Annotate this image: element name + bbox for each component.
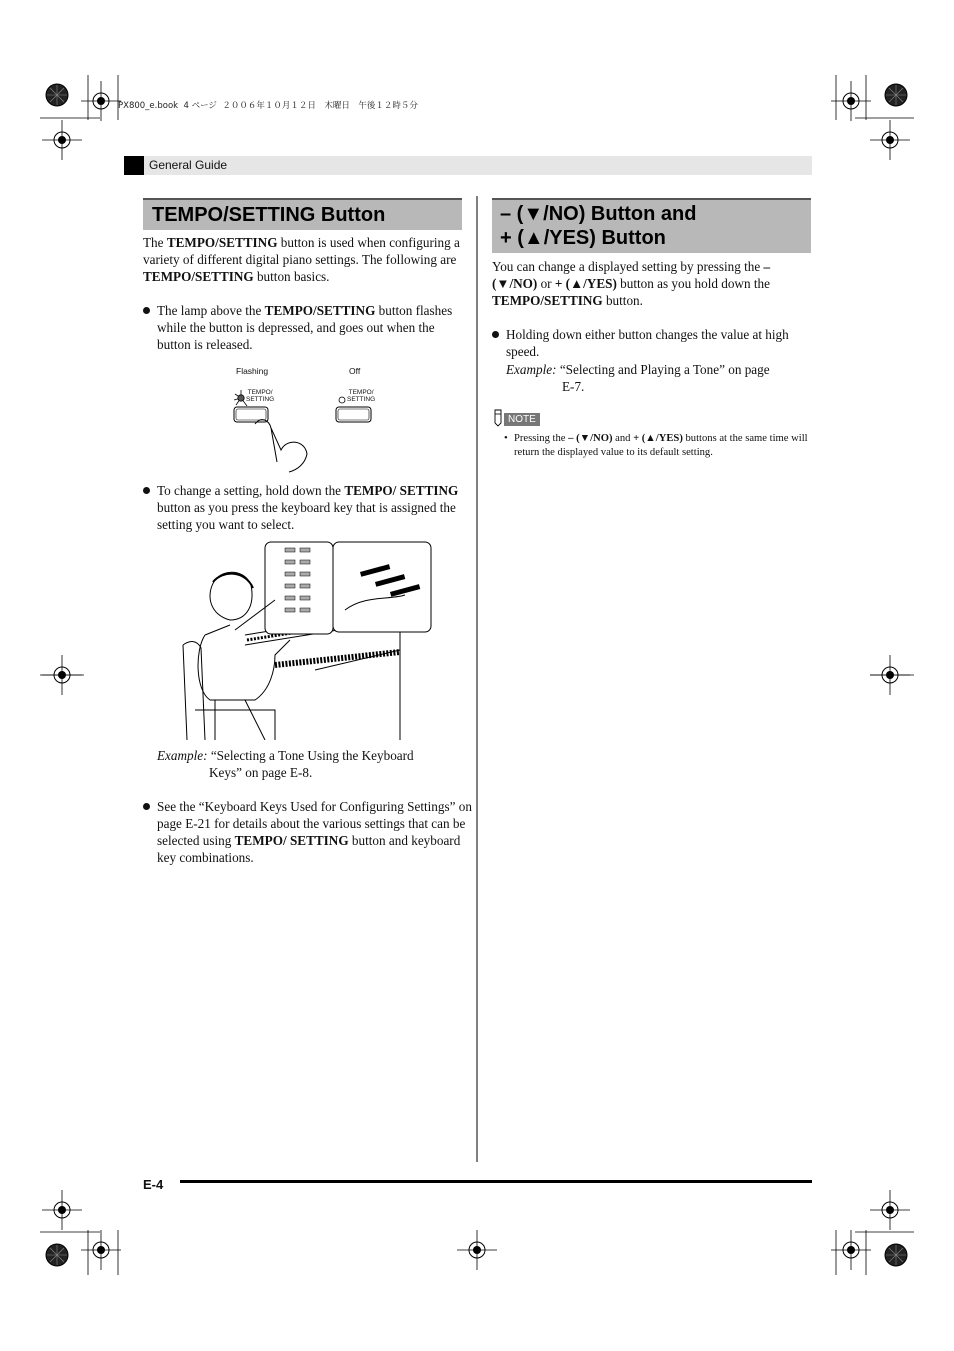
figure-flashing-label: Flashing xyxy=(236,366,269,376)
section-title: TEMPO/SETTING Button xyxy=(152,204,386,226)
note-item: • Pressing the – (▼/NO) and + (▲/YES) buttons at the same time will return the displayed value to its default setting. xyxy=(504,433,808,458)
bullet-change-setting: To change a setting, hold down the TEMPO/ SETTING button as you press the keyboard key that is assigned the setting you want to select. xyxy=(143,482,475,533)
lamp-off-icon xyxy=(339,397,345,403)
btn-label-flashing: TEMPO/ SETTING xyxy=(246,389,275,403)
example-right: Example: “Selecting and Playing a Tone” on page E-7. xyxy=(506,362,770,394)
bullet-icon xyxy=(143,307,150,314)
page-number: E-4 xyxy=(143,1177,164,1192)
finger-icon xyxy=(255,420,307,472)
intro-paragraph: The TEMPO/SETTING button is used when configuring a variety of different digital piano settings. The following are TEMPO/SETTING button basics. xyxy=(143,235,460,284)
example-left: Example: “Selecting a Tone Using the Keyboard Keys” on page E-8. xyxy=(157,748,414,780)
btn-label-off: TEMPO/ SETTING xyxy=(347,389,376,403)
section-title-line1: – (▼/NO) Button and xyxy=(500,203,697,225)
print-header: PX800_e.book 4 ページ ２００６年１０月１２日 木曜日 午後１２時５分 xyxy=(118,101,418,111)
section-heading-tempo-setting xyxy=(143,198,462,230)
running-header-label: General Guide xyxy=(149,158,228,172)
section-title-line2: + (▲/YES) Button xyxy=(500,227,666,249)
bullet-lamp: The lamp above the TEMPO/SETTING button flashes while the button is depressed, and goes out when the button is released. xyxy=(143,302,467,353)
note-bullet-icon: • xyxy=(504,433,508,444)
bullet-icon xyxy=(492,331,499,338)
running-header-block xyxy=(124,156,144,175)
lamp-on-icon xyxy=(238,395,244,401)
note-label: NOTE xyxy=(504,413,540,426)
bullet-see-keyboard-keys: See the “Keyboard Keys Used for Configuring Settings” on page E-21 for details about the various settings that can be selected using TEMPO/ SETTING button and keyboard key combinations. xyxy=(143,798,475,866)
pencil-icon xyxy=(492,409,504,427)
bullet-icon xyxy=(143,487,150,494)
figure-off-label: Off xyxy=(349,366,361,376)
running-header-bar xyxy=(124,156,812,175)
pianist-illustration xyxy=(175,540,435,740)
bullet-icon xyxy=(143,803,150,810)
bullet-holding-down: Holding down either button changes the value at high speed. xyxy=(492,326,814,360)
section-heading-no-yes xyxy=(492,198,811,253)
intro-paragraph-right: You can change a displayed setting by pressing the – (▼/NO) or + (▲/YES) button as you hold down the TEMPO/SETTING button. xyxy=(492,259,771,308)
